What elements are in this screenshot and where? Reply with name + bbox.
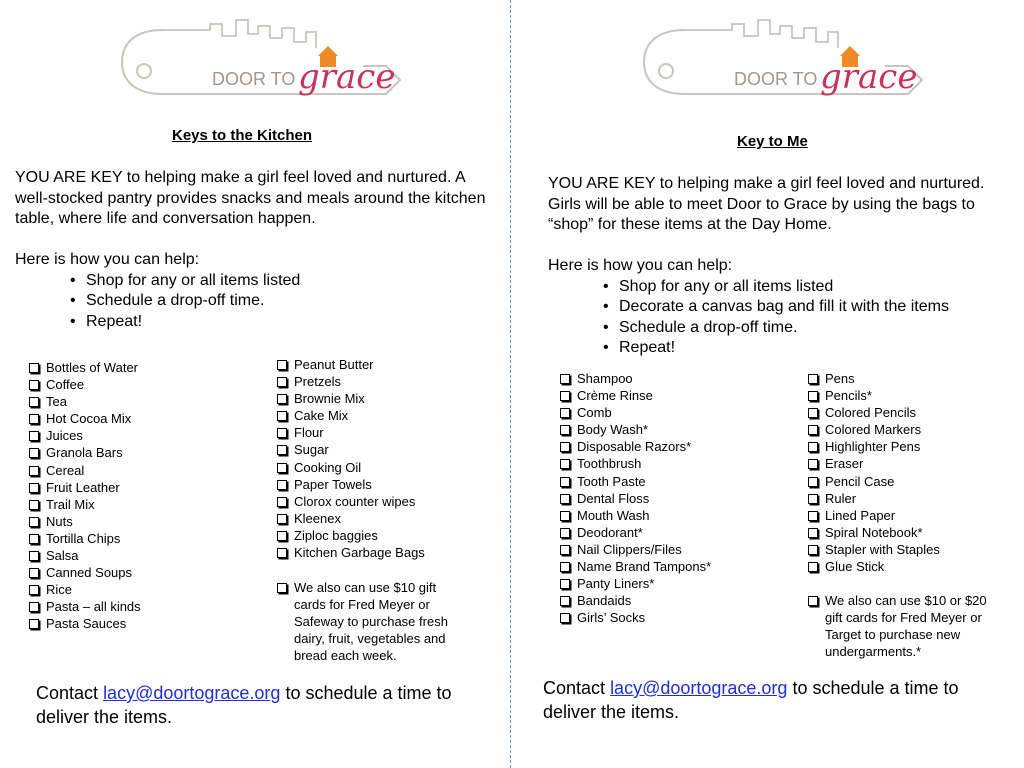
contact-email-link[interactable]: lacy@doortograce.org	[103, 683, 281, 703]
checklist-item: Name Brand Tampons*	[559, 558, 711, 575]
contact-suffix: to schedule a time to deliver the items.	[543, 678, 959, 722]
checklist-item: Tortilla Chips	[28, 530, 141, 547]
contact-email-link[interactable]: lacy@doortograce.org	[610, 678, 788, 698]
right-help	[548, 256, 949, 359]
checklist-item: Trail Mix	[28, 496, 141, 513]
checklist-item: Kitchen Garbage Bags	[276, 544, 425, 561]
checklist-item: Crème Rinse	[559, 387, 711, 404]
contact-prefix: Contact	[36, 683, 99, 703]
checklist-item: Spiral Notebook*	[807, 524, 940, 541]
right-help-item: • Decorate a canvas bag and fill it with the items	[599, 297, 949, 318]
checklist-item: Pasta Sauces	[28, 615, 141, 632]
left-help-list	[66, 271, 300, 333]
checklist-item: Cake Mix	[276, 407, 425, 424]
checklist-item: Ruler	[807, 490, 940, 507]
checklist-item: Pencil Case	[807, 473, 940, 490]
checklist-item: Toothbrush	[559, 455, 711, 472]
checklist-item: Comb	[559, 404, 711, 421]
checklist-item: Stapler with Staples	[807, 541, 940, 558]
left-help-item: • Schedule a drop-off time.	[66, 291, 300, 312]
checklist-item: Ziploc baggies	[276, 527, 425, 544]
checklist-item: Dental Floss	[559, 490, 711, 507]
checklist-item: Rice	[28, 581, 141, 598]
logo-text-grace: grace	[820, 57, 918, 97]
checklist-item: Bottles of Water	[28, 359, 141, 376]
left-checklist-b	[276, 356, 425, 561]
key-logo-graphic	[118, 18, 403, 106]
right-flyer	[512, 0, 1024, 768]
left-contact	[36, 681, 481, 729]
contact-prefix: Contact	[543, 678, 606, 698]
checklist-item: Cereal	[28, 462, 141, 479]
right-contact	[543, 676, 988, 724]
checklist-item: Juices	[28, 427, 141, 444]
checklist-item: Pasta – all kinds	[28, 598, 141, 615]
checklist-item: Colored Markers	[807, 421, 940, 438]
right-intro-text: YOU ARE KEY to helping make a girl feel loved and nurtured. Girls will be able to meet Door to Grace by using the bags to “shop” for these items at the Day Home.	[548, 175, 985, 233]
checklist-item: Salsa	[28, 547, 141, 564]
checklist-item: Kleenex	[276, 510, 425, 527]
checklist-item: Pencils*	[807, 387, 940, 404]
left-intro	[15, 168, 495, 230]
right-help-heading: Here is how you can help:	[548, 257, 733, 274]
checklist-item: Paper Towels	[276, 476, 425, 493]
checklist-item: Bandaids	[559, 592, 711, 609]
checklist-item: Pens	[807, 370, 940, 387]
left-checklist-a	[28, 359, 141, 633]
checklist-item: Glue Stick	[807, 558, 940, 575]
logo-text-grace: grace	[298, 57, 396, 97]
right-title: Key to Me	[737, 133, 808, 150]
checklist-item: Sugar	[276, 441, 425, 458]
right-help-list	[599, 277, 949, 359]
left-help	[15, 250, 300, 332]
logo-text-door-to: DOOR TO	[734, 69, 818, 89]
checklist-item: Peanut Butter	[276, 356, 425, 373]
checklist-item: Pretzels	[276, 373, 425, 390]
checklist-item: Colored Pencils	[807, 404, 940, 421]
checklist-item: Deodorant*	[559, 524, 711, 541]
door-to-grace-logo	[640, 18, 925, 106]
center-dashed-divider	[510, 0, 511, 768]
door-to-grace-logo	[118, 18, 403, 106]
logo-text-door-to: DOOR TO	[212, 69, 296, 89]
left-help-heading: Here is how you can help:	[15, 251, 200, 268]
right-checklist-a	[559, 370, 711, 626]
checklist-item: Hot Cocoa Mix	[28, 410, 141, 427]
checklist-item: Granola Bars	[28, 444, 141, 461]
checklist-item: Nail Clippers/Files	[559, 541, 711, 558]
checklist-item: Eraser	[807, 455, 940, 472]
key-logo-graphic	[640, 18, 925, 106]
checklist-item: Canned Soups	[28, 564, 141, 581]
checklist-item: Shampoo	[559, 370, 711, 387]
left-title: Keys to the Kitchen	[172, 127, 313, 144]
right-gift-card-note: We also can use $10 or $20 gift cards for Fred Meyer or Target to purchase new undergarments.*	[807, 592, 1005, 660]
checklist-item: Flour	[276, 424, 425, 441]
checklist-item: Highlighter Pens	[807, 438, 940, 455]
checklist-item: Tea	[28, 393, 141, 410]
checklist-item: Mouth Wash	[559, 507, 711, 524]
checklist-item: Panty Liners*	[559, 575, 711, 592]
checklist-item: Clorox counter wipes	[276, 493, 425, 510]
checklist-item: Cooking Oil	[276, 459, 425, 476]
checklist-item: Disposable Razors*	[559, 438, 711, 455]
checklist-item: Brownie Mix	[276, 390, 425, 407]
left-gift-card-note: We also can use $10 gift cards for Fred Meyer or Safeway to purchase fresh dairy, fruit, vegetables and bread each week.	[276, 579, 469, 664]
right-help-item: • Schedule a drop-off time.	[599, 318, 949, 339]
checklist-item: Tooth Paste	[559, 473, 711, 490]
left-flyer	[0, 0, 510, 768]
checklist-item: Fruit Leather	[28, 479, 141, 496]
contact-suffix: to schedule a time to deliver the items.	[36, 683, 452, 727]
left-help-item: • Repeat!	[66, 312, 300, 333]
left-intro-text: YOU ARE KEY to helping make a girl feel loved and nurtured. A well-stocked pantry provides snacks and meals around the kitchen table, where life and conversation happen.	[15, 169, 486, 227]
checklist-item: Girls’ Socks	[559, 609, 711, 626]
right-help-item: • Shop for any or all items listed	[599, 277, 949, 298]
right-intro	[548, 174, 996, 236]
right-help-item: • Repeat!	[599, 338, 949, 359]
checklist-item: Nuts	[28, 513, 141, 530]
left-help-item: • Shop for any or all items listed	[66, 271, 300, 292]
checklist-item: Body Wash*	[559, 421, 711, 438]
checklist-item: Coffee	[28, 376, 141, 393]
right-checklist-b	[807, 370, 940, 575]
checklist-item: Lined Paper	[807, 507, 940, 524]
